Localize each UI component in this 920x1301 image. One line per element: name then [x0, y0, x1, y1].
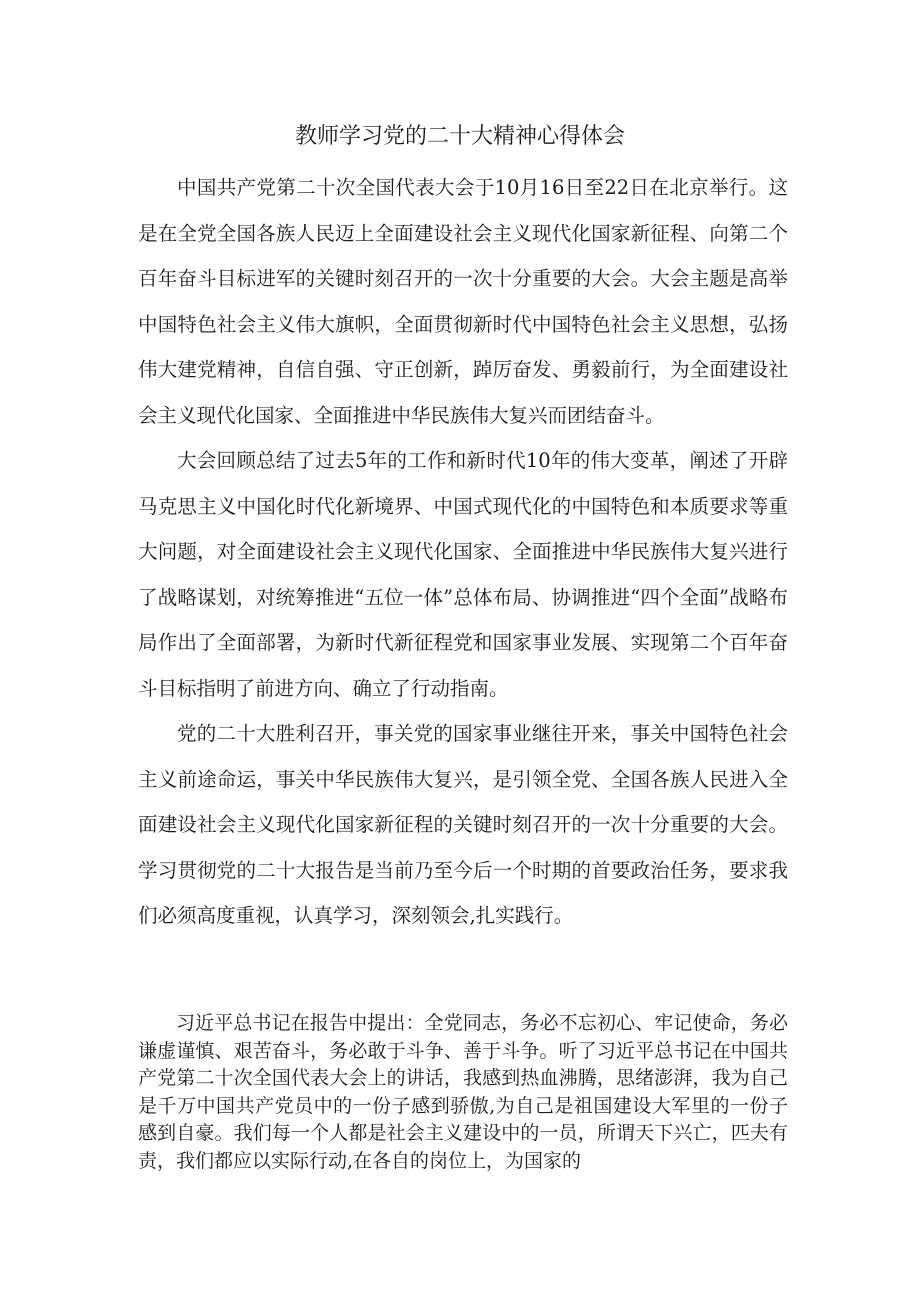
document-title: 教师学习党的二十大精神心得体会: [294, 124, 625, 149]
document-body-continued: [138, 1010, 788, 1175]
paragraph-3: 党的二十大胜利召开，事关党的国家事业继往开来，事关中国特色社会主义前途命运，事关中华民族伟大复兴，是引领全党、全国各族人民进入全面建设社会主义现代化国家新征程的关键时刻召开的一次十分重要的大会。学习贯彻党的二十大报告是当前乃至今后一个时期的首要政治任务，要求我们必须高度重视，认真学习，深刻领会,扎实践行。: [138, 722, 788, 927]
paragraph-4: 习近平总书记在报告中提出：全党同志，务必不忘初心、牢记使命，务必谦虚谨慎、艰苦奋斗，务必敢于斗争、善于斗争。听了习近平总书记在中国共产党第二十次全国代表大会上的讲话，我感到热血沸腾，思绪澎湃，我为自己是千万中国共产党员中的一份子感到骄傲,为自己是祖国建设大军里的一份子感到自豪。我们每一个人都是社会主义建设中的一员，所谓天下兴亡，匹夫有责，我们都应以实际行动,在各自的岗位上，为国家的: [138, 1012, 788, 1172]
paragraph-2: 大会回顾总结了过去5年的工作和新时代10年的伟大变革，阐述了开辟马克思主义中国化时代化新境界、中国式现代化的中国特色和本质要求等重大问题，对全面建设社会主义现代化国家、全面推进中华民族伟大复兴进行了战略谋划，对统筹推进“五位一体”总体布局、协调推进“四个全面”战略布局作出了全面部署，为新时代新征程党和国家事业发展、实现第二个百年奋斗目标指明了前进方向、确立了行动指南。: [138, 449, 788, 700]
document-body: [138, 165, 788, 939]
paragraph-1: 中国共产党第二十次全国代表大会于10月16日至22日在北京举行。这是在全党全国各族人民迈上全面建设社会主义现代化国家新征程、向第二个百年奋斗目标进军的关键时刻召开的一次十分重要的大会。大会主题是高举中国特色社会主义伟大旗帜，全面贯彻新时代中国特色社会主义思想，弘扬伟大建党精神，自信自强、守正创新，踔厉奋发、勇毅前行，为全面建设社会主义现代化国家、全面推进中华民族伟大复兴而团结奋斗。: [138, 176, 788, 427]
